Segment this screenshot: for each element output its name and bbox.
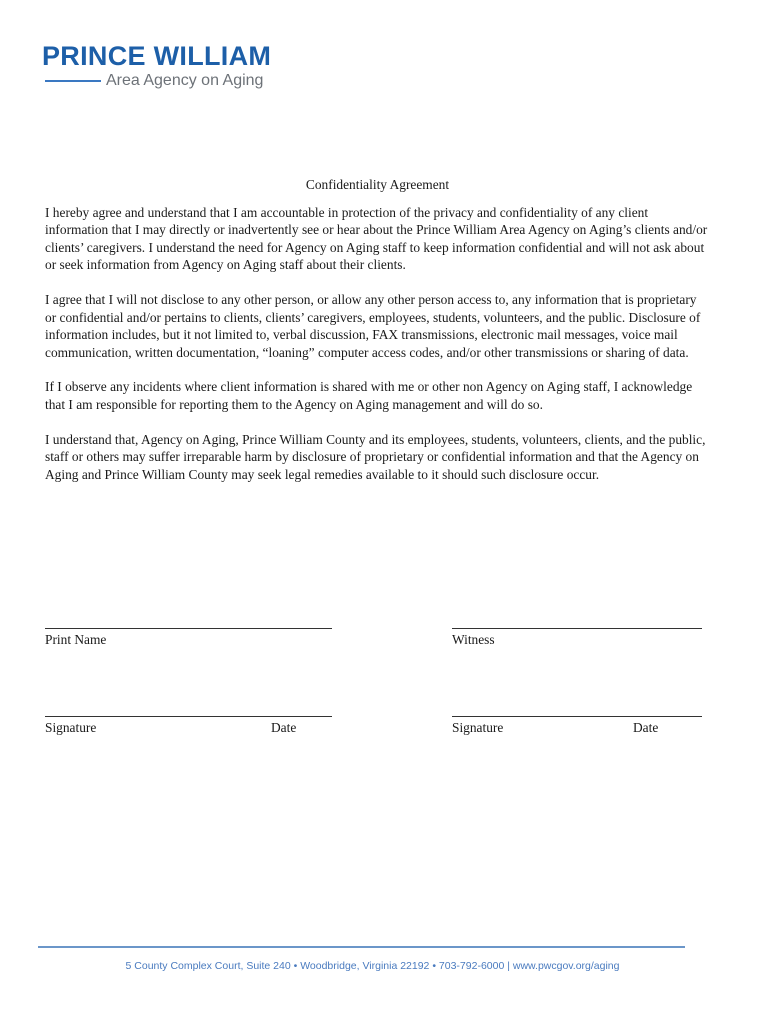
document-title: Confidentiality Agreement — [305, 177, 450, 192]
paragraph-1: I hereby agree and understand that I am accountable in protection of the privacy and confidentiality of any client information that I may directly or inadvertently see or hear about the Prince William Area Agency on Aging’s clients and/or clients’ caregivers. I understand the need for Agency on Aging staff to keep information confidential and will not ask about or seek information from Agency on Aging staff about their clients. — [45, 204, 708, 273]
date-label-right: Date — [633, 720, 659, 735]
signature-date-line-left[interactable] — [45, 716, 332, 717]
paragraph-4: I understand that, Agency on Aging, Prince William County and its employees, students, volunteers, clients, and the public, staff or others may suffer irreparable harm by disclosure of proprietary or confidential information and that the Agency on Aging and Prince William County may seek legal remedies available to it should such disclosure occur. — [45, 431, 706, 482]
print-name-label: Print Name — [45, 632, 107, 647]
logo-title: PRINCE WILLIAM — [42, 41, 272, 71]
witness-label: Witness — [452, 632, 495, 647]
signature-label-left: Signature — [45, 720, 97, 735]
logo-rule — [45, 80, 101, 82]
agency-logo — [42, 40, 282, 96]
footer-rule — [38, 946, 685, 948]
date-label-left: Date — [271, 720, 297, 735]
agreement-body — [45, 176, 710, 500]
footer-address: 5 County Complex Court, Suite 240 • Woodbridge, Virginia 22192 • 703-792-6000 | www.pwcgov.org/aging — [125, 960, 620, 972]
logo-subtitle: Area Agency on Aging — [106, 72, 264, 89]
signature-label-right: Signature — [452, 720, 504, 735]
signature-date-line-right[interactable] — [452, 716, 702, 717]
witness-line[interactable] — [452, 628, 702, 629]
paragraph-3: If I observe any incidents where client information is shared with me or other non Agency on Aging staff, I acknowledge that I am responsible for reporting them to the Agency on Aging management and will do so. — [45, 379, 693, 412]
paragraph-2: I agree that I will not disclose to any other person, or allow any other person access to, any information that is proprietary or confidential and/or pertains to clients, clients’ caregivers, employees, students, volunteers, and the public. Disclosure of information includes, but it not limited to, verbal discussion, FAX transmissions, electronic mail messages, voice mail communication, written documentation, “loaning” computer access codes, and/or other transmissions or sharing of data. — [45, 291, 701, 360]
print-name-line[interactable] — [45, 628, 332, 629]
